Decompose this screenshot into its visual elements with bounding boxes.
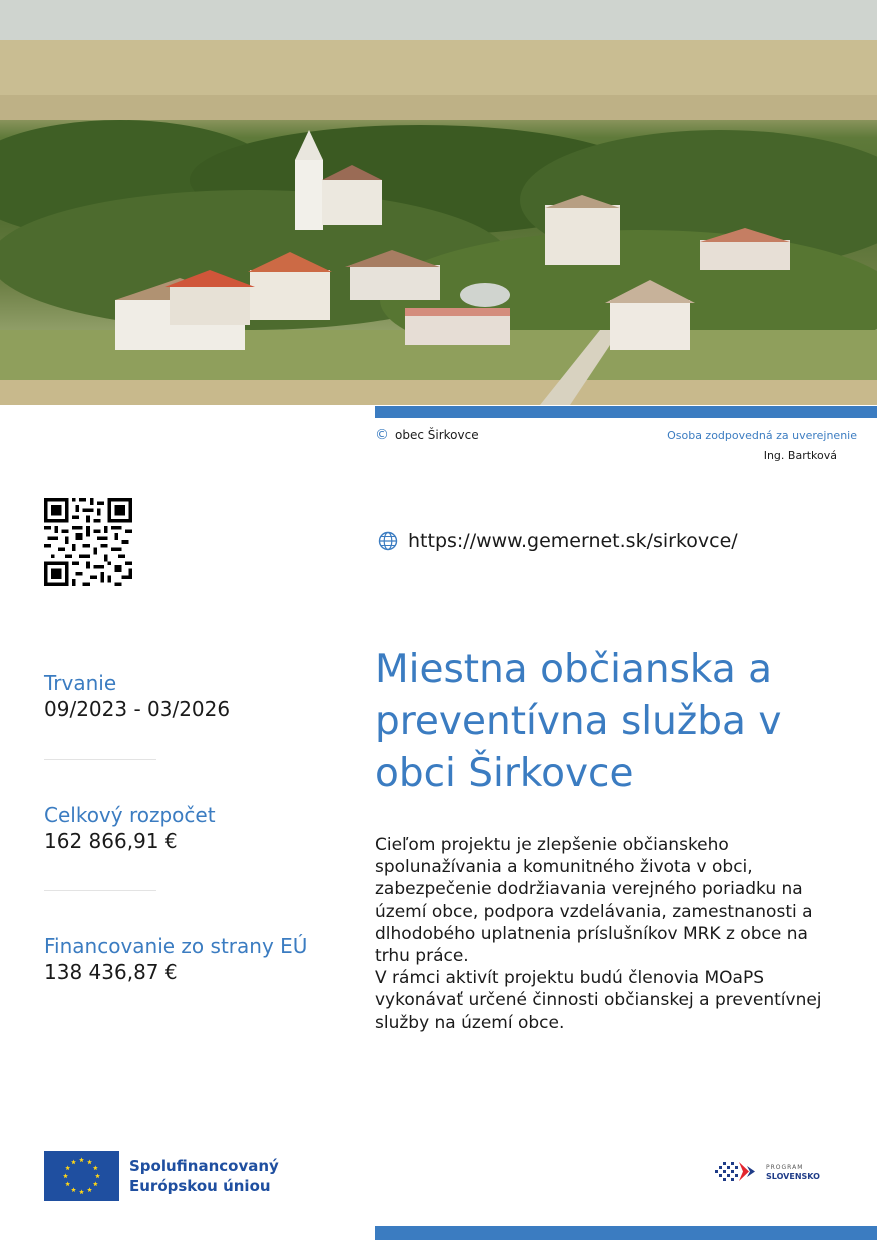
village-landscape-illustration (0, 0, 877, 405)
program-label: PROGRAM (766, 1164, 804, 1171)
duration-label: Trvanie (44, 671, 117, 695)
eu-logo-line-1: Spolufinancovaný (129, 1157, 279, 1175)
top-accent-bar (375, 406, 877, 418)
description-paragraph-2: V rámci aktivít projektu budú členovia MOaPS vykonávať určené činnosti občianskej a preventívnej služby na území obce. (375, 968, 822, 1033)
responsible-person-name: Ing. Bartková (763, 449, 837, 462)
copyright-icon: © (375, 427, 389, 443)
project-title: Miestna občianska a preventívna služba v obci Širkovce (375, 647, 782, 796)
eu-funding-label: Financovanie zo strany EÚ (44, 934, 308, 958)
program-name: SLOVENSKO (766, 1172, 820, 1181)
eu-flag-icon (44, 1151, 119, 1201)
duration-block (44, 670, 344, 722)
qr-code[interactable] (44, 498, 132, 586)
eu-logo-line-2: Európskou úniou (129, 1177, 271, 1195)
eu-funding-block (44, 933, 344, 985)
program-slovensko-icon (715, 1160, 761, 1184)
budget-label: Celkový rozpočet (44, 803, 216, 827)
photo-credit (375, 428, 479, 442)
globe-icon (378, 531, 398, 551)
bottom-accent-bar (375, 1226, 877, 1240)
eu-funding-value: 138 436,87 € (44, 960, 178, 984)
photo-credit-text: obec Širkovce (395, 428, 479, 442)
duration-value: 09/2023 - 03/2026 (44, 697, 231, 721)
eu-cofunding-logo (44, 1151, 279, 1201)
hero-photo (0, 0, 877, 405)
budget-value: 162 866,91 € (44, 829, 178, 853)
project-website[interactable] (378, 530, 738, 552)
divider (44, 759, 156, 760)
responsible-person-label: Osoba zodpovedná za uverejnenie (667, 429, 857, 442)
project-description (375, 834, 845, 1034)
program-slovensko-logo (715, 1160, 820, 1184)
divider (44, 890, 156, 891)
project-website-link[interactable]: https://www.gemernet.sk/sirkovce/ (408, 530, 738, 552)
description-paragraph-1: Cieľom projektu je zlepšenie občianskeho spolunažívania a komunitného života v obci, zabezpečenie dodržiavania verejného poriadku na území obce, podpora vzdelávania, zamestnanosti a dlhodobého uplatnenia príslušníkov MRK z obce na trhu práce. (375, 835, 813, 967)
budget-block (44, 802, 344, 854)
